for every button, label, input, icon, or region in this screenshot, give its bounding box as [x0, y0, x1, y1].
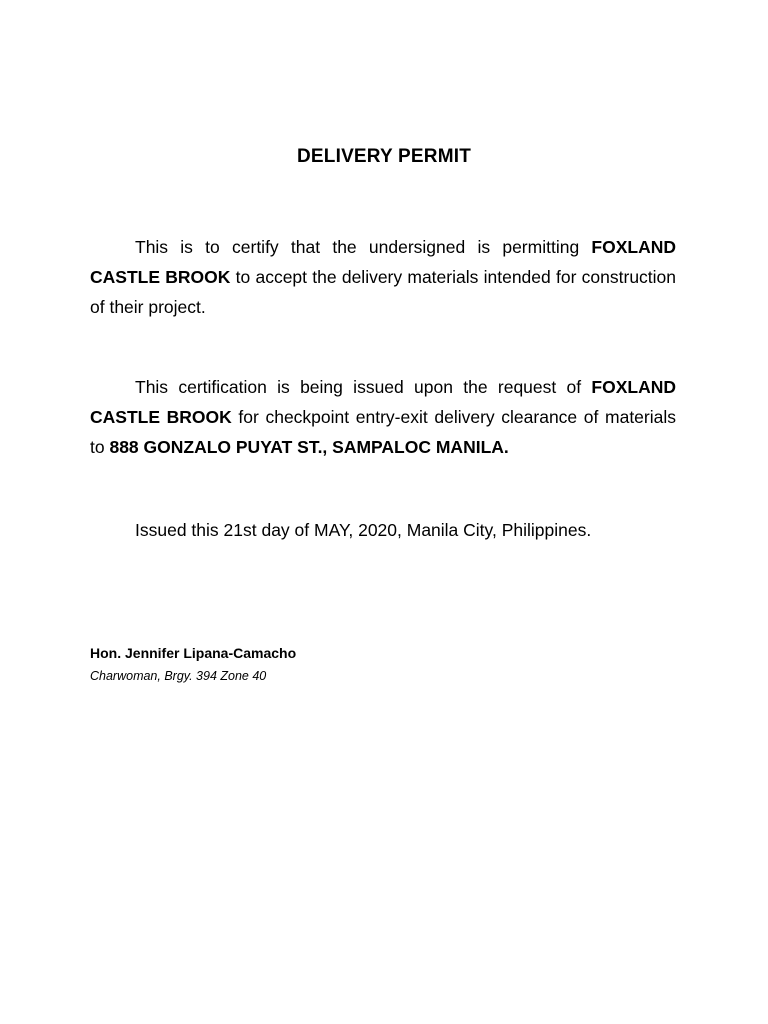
request-paragraph [90, 372, 676, 462]
document-title: DELIVERY PERMIT [296, 146, 472, 167]
signatory-position: Charwoman, Brgy. 394 Zone 40 [90, 669, 267, 683]
paragraph-text: This certification is being issued upon the request of [135, 377, 592, 397]
certification-paragraph [90, 232, 676, 322]
issued-paragraph: Issued this 21st day of MAY, 2020, Manila City, Philippines. [135, 520, 592, 540]
company-name: FOXLAND CASTLE BROOK [90, 237, 676, 287]
paragraph-text: to accept the delivery materials intended for construction of their project. [90, 267, 677, 317]
signatory-name: Hon. Jennifer Lipana-Camacho [90, 645, 297, 661]
company-name: FOXLAND CASTLE BROOK [90, 377, 676, 427]
delivery-address: 888 GONZALO PUYAT ST., SAMPALOC MANILA. [109, 437, 509, 457]
paragraph-text: for checkpoint entry-exit delivery clearance of materials to [90, 407, 677, 457]
paragraph-text: This is to certify that the undersigned is permitting [135, 237, 592, 257]
